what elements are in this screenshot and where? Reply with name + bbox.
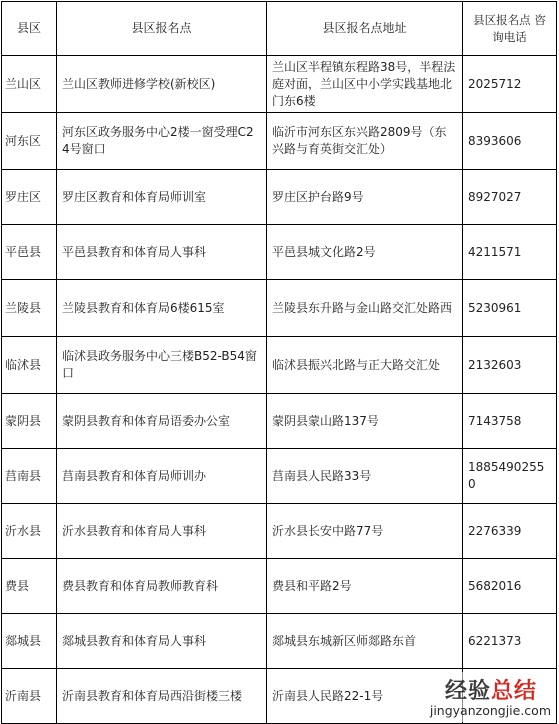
site-cell: 罗庄区教育和体育局师训室 (57, 170, 267, 225)
header-address: 县区报名点地址 (267, 2, 463, 56)
registration-table (1, 1, 557, 724)
table-row (2, 56, 557, 113)
header-county: 县区 (2, 2, 57, 56)
watermark-url: jingyanzongjie.com (429, 703, 551, 718)
county-cell: 临沭县 (2, 337, 57, 394)
address-cell: 兰陵县东升路与金山路交汇处路西 (267, 280, 463, 337)
address-cell: 平邑县城文化路2号 (267, 225, 463, 280)
phone-cell: 5682016 (463, 559, 557, 614)
table-header-row (2, 2, 557, 56)
phone-cell: 8927027 (463, 170, 557, 225)
table-row (2, 394, 557, 449)
county-cell: 郯城县 (2, 614, 57, 669)
address-cell: 莒南县人民路33号 (267, 449, 463, 504)
phone-cell: 18854902550 (463, 449, 557, 504)
table-row (2, 504, 557, 559)
county-cell: 罗庄区 (2, 170, 57, 225)
county-cell: 平邑县 (2, 225, 57, 280)
county-cell: 兰陵县 (2, 280, 57, 337)
county-cell: 河东区 (2, 113, 57, 170)
address-cell: 临沭县振兴北路与正大路交汇处 (267, 337, 463, 394)
table-row (2, 337, 557, 394)
phone-cell: 2276339 (463, 504, 557, 559)
phone-cell: 6221373 (463, 614, 557, 669)
site-cell: 临沭县政务服务中心三楼B52-B54窗口 (57, 337, 267, 394)
site-cell: 兰山区教师进修学校(新校区) (57, 56, 267, 113)
site-cell: 蒙阴县教育和体育局语委办公室 (57, 394, 267, 449)
watermark-brand (445, 674, 537, 705)
site-cell: 费县教育和体育局教师教育科 (57, 559, 267, 614)
table-row (2, 449, 557, 504)
phone-cell: 8393606 (463, 113, 557, 170)
phone-cell: 5230961 (463, 280, 557, 337)
county-cell: 莒南县 (2, 449, 57, 504)
address-cell: 蒙阴县蒙山路137号 (267, 394, 463, 449)
table-row (2, 559, 557, 614)
county-cell: 沂南县 (2, 669, 57, 724)
site-cell: 沂南县教育和体育局西沿街楼三楼 (57, 669, 267, 724)
site-cell: 沂水县教育和体育局人事科 (57, 504, 267, 559)
header-site: 县区报名点 (57, 2, 267, 56)
county-cell: 费县 (2, 559, 57, 614)
county-cell: 沂水县 (2, 504, 57, 559)
phone-cell: 2025712 (463, 56, 557, 113)
site-cell: 莒南县教育和体育局师训办 (57, 449, 267, 504)
address-cell: 罗庄区护台路9号 (267, 170, 463, 225)
address-cell: 费县和平路2号 (267, 559, 463, 614)
site-cell: 郯城县教育和体育局人事科 (57, 614, 267, 669)
address-cell: 沂水县长安中路77号 (267, 504, 463, 559)
site-cell: 河东区政务服务中心2楼一窗受理C24号窗口 (57, 113, 267, 170)
address-cell: 临沂市河东区东兴路2809号（东兴路与育英街交汇处） (267, 113, 463, 170)
watermark-brand-plain: 经验 (444, 678, 491, 704)
site-watermark (385, 672, 553, 722)
phone-cell: 7143758 (463, 394, 557, 449)
table-row (2, 225, 557, 280)
table-row (2, 280, 557, 337)
address-cell: 兰山区半程镇东程路38号，半程法庭对面，兰山区中小学实践基地北门东6楼 (267, 56, 463, 113)
phone-cell: 2132603 (463, 337, 557, 394)
site-cell: 兰陵县教育和体育局6楼615室 (57, 280, 267, 337)
header-phone: 县区报名点 咨询电话 (463, 2, 557, 56)
address-cell: 沂南县人民路22-1号 (267, 669, 463, 724)
table-row (2, 614, 557, 669)
table-row (2, 113, 557, 170)
site-cell: 平邑县教育和体育局人事科 (57, 225, 267, 280)
county-cell: 蒙阴县 (2, 394, 57, 449)
table-row (2, 170, 557, 225)
watermark-brand-accent: 总结 (490, 678, 537, 704)
phone-cell: 4211571 (463, 225, 557, 280)
address-cell: 郯城县东城新区师郯路东首 (267, 614, 463, 669)
county-cell: 兰山区 (2, 56, 57, 113)
